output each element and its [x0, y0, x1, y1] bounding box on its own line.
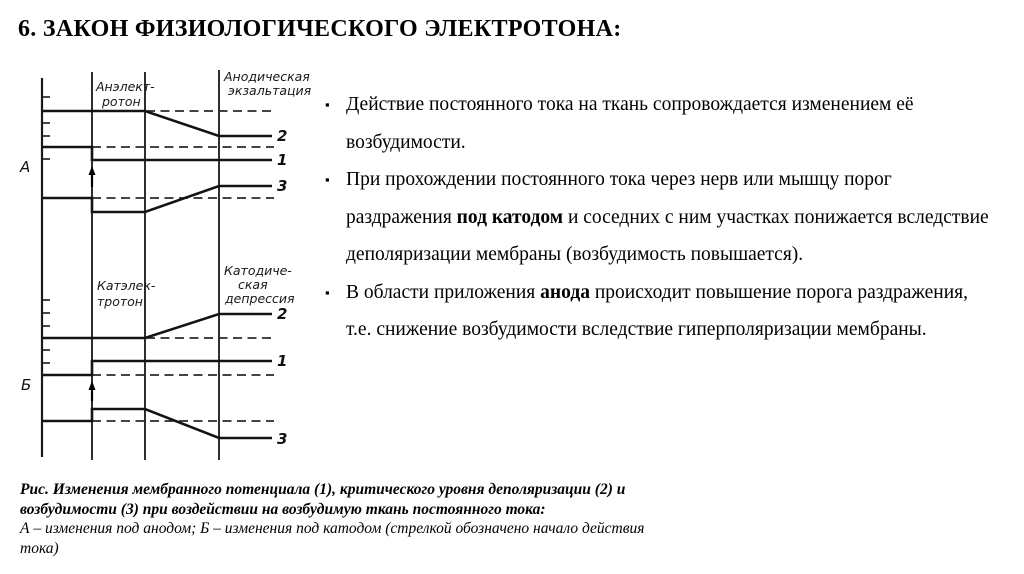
bullet-list — [325, 86, 993, 349]
anelectroton-label-line1: Анэлект- — [96, 79, 155, 94]
cathode-curve1-number: 1 — [277, 352, 288, 370]
cathode-onset-arrowhead — [89, 381, 96, 390]
bullet-text-bold: анода — [540, 281, 590, 303]
bullet-square-icon: ▪ — [325, 172, 330, 187]
figure-caption — [20, 480, 682, 558]
bullet-text: и соседних с ним участках понижается вследствие деполяризации мембраны (возбудимость повышается). — [346, 206, 989, 265]
anelectroton-label-line2: ротон — [102, 94, 141, 109]
anode-onset-arrowhead — [89, 166, 96, 175]
catelectroton-label-line1: Катэлек- — [97, 278, 156, 293]
bullet-item — [325, 274, 993, 349]
anodic-exaltation-label-line2: экзальтация — [228, 83, 312, 98]
cathodic-depression-label-line1: Катодиче- — [224, 263, 292, 278]
anode-excitability-curve — [42, 186, 272, 212]
catelectroton-label-line2: тротон — [97, 294, 143, 309]
electrotonus-diagram — [0, 58, 312, 474]
anodic-exaltation-label-line1: Анодическая — [224, 69, 310, 84]
bullet-square-icon: ▪ — [325, 97, 330, 112]
bullet-text: В области приложения — [346, 281, 541, 303]
figure-caption-normal: А – изменения под анодом; Б – изменения под катодом (стрелкой обозначено начало действия тока) — [20, 520, 645, 557]
anode-curve3-number: 3 — [277, 177, 288, 195]
section-cathode — [42, 314, 274, 438]
bullet-text: происходит повышение порога раздражения, т.е. снижение возбудимости вследствие гиперполяризации мембраны. — [346, 281, 968, 340]
anode-curve1-number: 1 — [277, 151, 288, 169]
bullet-text: При прохождении постоянного тока через нерв или мышцу порог раздражения — [346, 169, 892, 228]
diagram-vertical-lines — [42, 70, 219, 460]
cathode-curve2-number: 2 — [277, 305, 288, 323]
bullet-square-icon: ▪ — [325, 284, 330, 300]
axis-ticks — [42, 97, 50, 363]
cathode-excitability-curve — [42, 409, 272, 438]
page-title: 6. ЗАКОН ФИЗИОЛОГИЧЕСКОГО ЭЛЕКТРОТОНА: — [18, 16, 622, 42]
diagram-labels — [19, 69, 312, 448]
section-anode — [42, 111, 274, 212]
cathode-membrane-curve — [42, 361, 272, 375]
bullet-item — [325, 161, 993, 274]
bullet-text: Действие постоянного тока на ткань сопровождается изменением её возбудимости. — [346, 94, 914, 153]
electrotonus-figure — [0, 58, 312, 474]
anode-membrane-curve — [42, 147, 272, 160]
cathodic-depression-label-line3: депрессия — [225, 291, 295, 306]
anode-critical-level-curve — [42, 111, 272, 136]
section-b-label: Б — [21, 376, 32, 394]
cathodic-depression-label-line2: ская — [238, 277, 268, 292]
bullet-item — [325, 86, 993, 161]
figure-caption-bold: Рис. Изменения мембранного потенциала (1), критического уровня деполяризации (2) и возбудимости (3) при воздействии на возбудимую ткань постоянного тока: — [20, 481, 626, 518]
cathode-curve3-number: 3 — [277, 430, 288, 448]
bullet-text-bold: под катодом — [456, 206, 564, 228]
anode-curve2-number: 2 — [277, 127, 288, 145]
cathode-critical-level-curve — [42, 314, 272, 338]
section-a-label: А — [20, 158, 31, 176]
